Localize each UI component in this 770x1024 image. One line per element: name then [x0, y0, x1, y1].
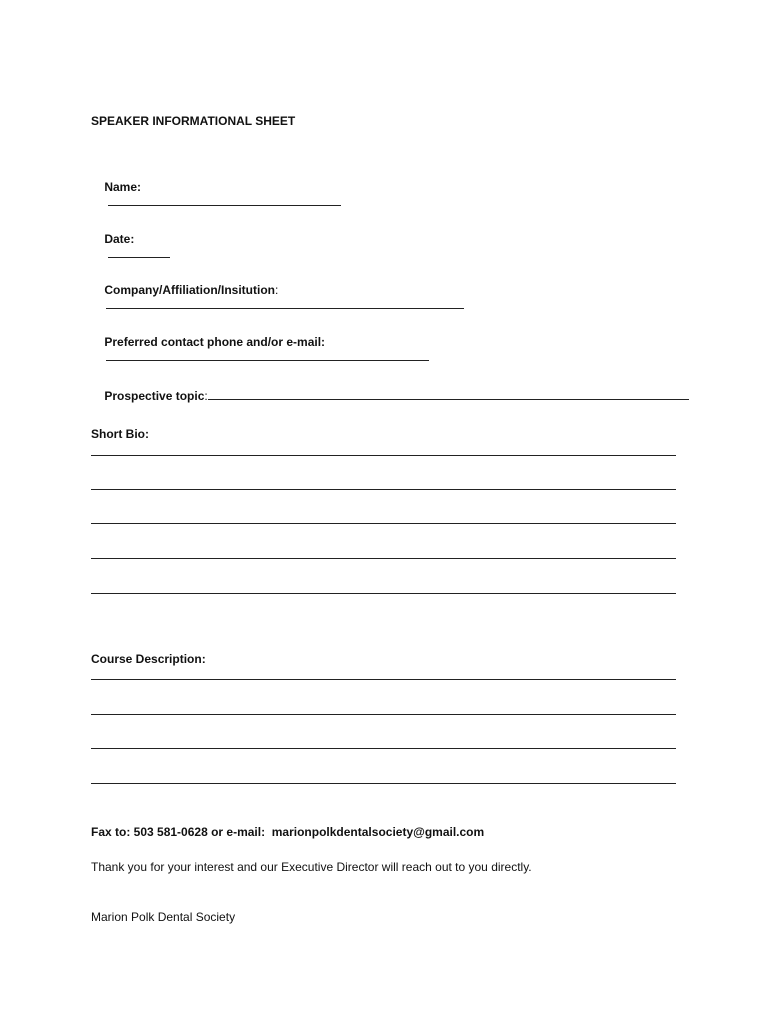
course-line-3[interactable]: [91, 748, 676, 749]
topic-colon: :: [204, 389, 208, 403]
contact-row: [91, 321, 429, 378]
org-name: Marion Polk Dental Society: [91, 910, 236, 924]
contact-field[interactable]: [106, 349, 429, 361]
name-field[interactable]: [108, 194, 341, 206]
fax-line: Fax to: 503 581-0628 or e-mail: marionpolkdentalsociety@gmail.com: [91, 825, 485, 839]
page-title: SPEAKER INFORMATIONAL SHEET: [91, 114, 296, 128]
date-field[interactable]: [108, 246, 170, 258]
company-label: Company/Affiliation/Insitution: [104, 283, 275, 297]
course-label: Course Description:: [91, 652, 206, 666]
date-row: [91, 218, 170, 275]
name-label: Name:: [104, 180, 142, 194]
company-field[interactable]: [106, 297, 464, 309]
bio-line-5[interactable]: [91, 593, 676, 594]
thanks-text: Thank you for your interest and our Executive Director will reach out to you directly.: [91, 860, 532, 874]
bio-line-1[interactable]: [91, 455, 676, 456]
company-colon: :: [275, 283, 279, 297]
topic-row: [91, 374, 689, 417]
date-label: Date:: [104, 232, 135, 246]
course-line-2[interactable]: [91, 714, 676, 715]
bio-label: Short Bio:: [91, 427, 149, 441]
course-line-1[interactable]: [91, 679, 676, 680]
bio-line-4[interactable]: [91, 558, 676, 559]
contact-label: Preferred contact phone and/or e-mail:: [104, 335, 326, 349]
bio-line-2[interactable]: [91, 489, 676, 490]
topic-field[interactable]: [208, 388, 689, 400]
company-row: [91, 269, 464, 326]
course-line-4[interactable]: [91, 783, 676, 784]
topic-label: Prospective topic: [104, 389, 205, 403]
bio-line-3[interactable]: [91, 523, 676, 524]
name-row: [91, 166, 341, 223]
